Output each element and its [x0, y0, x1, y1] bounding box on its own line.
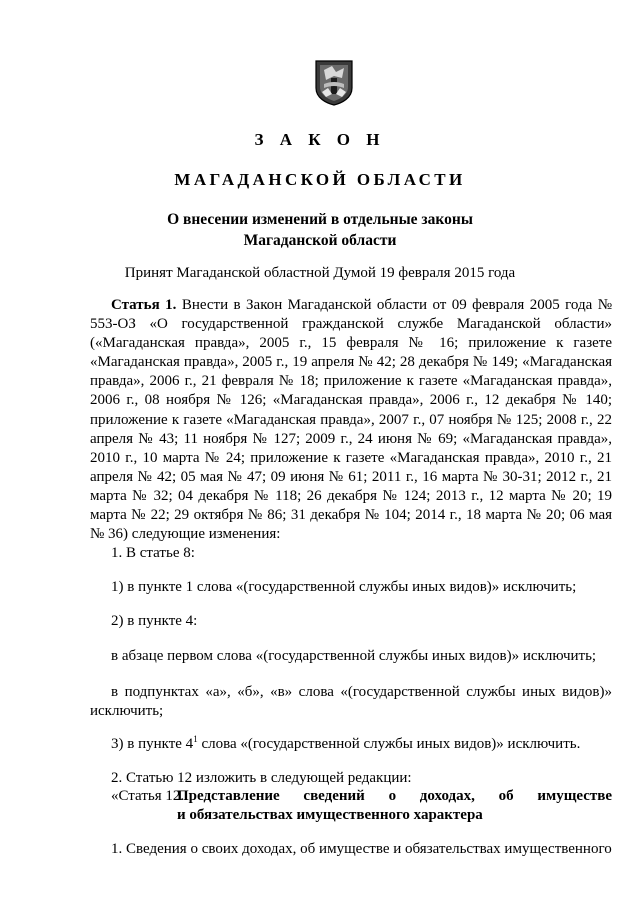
article-1-paragraph: [90, 296, 612, 544]
article-12-title-word: доходах,: [419, 788, 475, 804]
article-1-label: Статья 1.: [111, 297, 177, 313]
item-1-subitem-3-pre: 3) в пункте 4: [111, 736, 194, 752]
magadan-coat-of-arms-icon: [314, 58, 354, 106]
item-1-subitem-2-paragraph-b: в подпунктах «а», «б», «в» слова «(государственной службы иных видов)» исключить;: [90, 684, 612, 719]
article-12-title-word: Представление: [177, 788, 280, 804]
item-1: 1. В статье 8:: [111, 545, 195, 561]
article-12-title-word: о: [388, 788, 397, 804]
article-12-title-word: об: [498, 788, 514, 804]
article-1-text: Внести в Закон Магаданской области от 09 февраля 2005 года № 553-ОЗ «О государственной гражданской службе Магаданской области» («Магаданская правда», 2005 г., 15 февраля № 16; приложение к газете «Магаданская правда», 2005 г., 19 апреля № 42; 28 декабря № 149; «Магаданская правда», 2006 г., 21 февраля № 18; приложение к газете «Магаданская правда», 2006 г., 08 ноября № 126; «Магаданская правда», 2006 г., 12 декабря № 140; приложение к газете «Магаданская правда», 2007 г., 07 ноября № 125; 2008 г., 22 апреля № 43; 11 ноября № 127; 2009 г., 24 июня № 69; «Магаданская правда», 2010 г., 10 марта № 24; приложение к газете «Магаданская правда», 2010 г., 21 апреля № 42; 05 мая № 47; 09 июня № 61; 2011 г., 16 марта № 30-31; 2012 г., 21 марта № 32; 04 декабря № 118; 26 декабря № 124; 2013 г., 12 марта № 20; 19 марта № 22; 29 октября № 86; 31 декабря № 104; 2014 г., 18 марта № 20; 06 мая № 36) следующие изменения:: [90, 297, 613, 543]
document-type-title: З А К О Н: [254, 130, 386, 149]
item-1-subitem-2-paragraph-a: в абзаце первом слова «(государственной службы иных видов)» исключить;: [111, 648, 597, 664]
item-2: 2. Статью 12 изложить в следующей редакции:: [111, 770, 412, 786]
item-1-subitem-2: 2) в пункте 4:: [111, 613, 198, 629]
region-title: МАГАДАНСКОЙ ОБЛАСТИ: [174, 170, 466, 189]
item-1-subitem-3-sup: 1: [193, 734, 198, 744]
article-12-clause-1: 1. Сведения о своих доходах, об имуществе и обязательствах имущественного: [111, 841, 612, 857]
law-subject-line1: О внесении изменений в отдельные законы: [167, 211, 473, 228]
article-12-title-line2: и обязательствах имущественного характера: [177, 807, 483, 823]
law-subject-line2: Магаданской области: [243, 232, 397, 249]
article-12-title-word: сведений: [303, 788, 365, 804]
item-1-subitem-1: 1) в пункте 1 слова «(государственной службы иных видов)» исключить;: [111, 579, 577, 595]
article-12-title-word: имуществе: [537, 788, 612, 804]
law-subject: [0, 209, 640, 251]
item-1-subitem-3-post: слова «(государственной службы иных видов)» исключить.: [197, 736, 581, 752]
item-1-subitem-3: [90, 735, 612, 754]
article-12-title: [177, 787, 612, 825]
adoption-date-line: Принят Магаданской областной Думой 19 февраля 2015 года: [124, 265, 516, 281]
article-12-prefix: «Статья 12.: [111, 788, 185, 804]
